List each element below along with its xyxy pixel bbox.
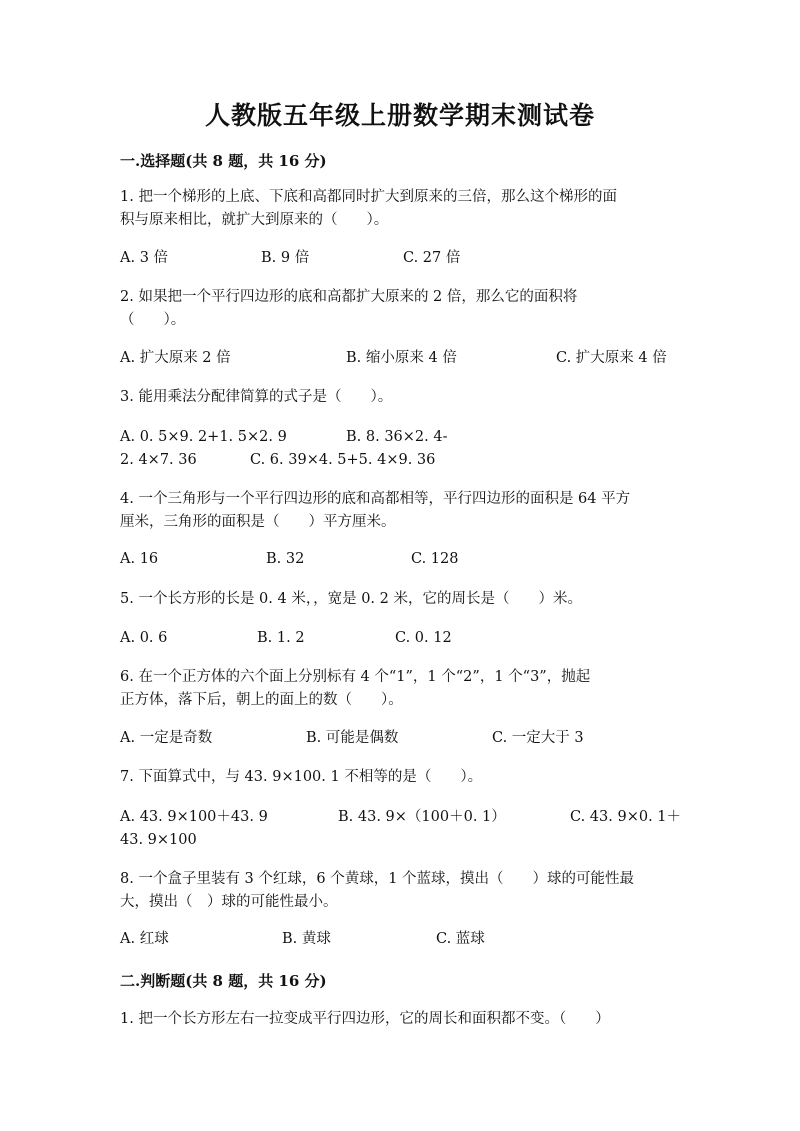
option-c: C. 128 (411, 551, 459, 567)
question-text-line: 1. 把一个梯形的上底、下底和高都同时扩大到原来的三倍，那么这个梯形的面 (120, 189, 617, 205)
question-7-options (120, 806, 680, 829)
option-c-continued: 43. 9×100 (120, 832, 197, 848)
option-c: C. 43. 9×0. 1＋ (570, 809, 682, 825)
option-b: B. 可能是偶数 (306, 730, 399, 746)
question-6 (120, 666, 680, 712)
option-c: C. 27 倍 (403, 250, 461, 266)
option-b: B. 32 (266, 551, 305, 567)
question-text-line: 8. 一个盒子里装有 3 个红球，6 个黄球，1 个蓝球，摸出（ ）球的可能性最 (120, 871, 635, 887)
option-a: A. 一定是奇数 (120, 730, 213, 746)
question-2 (120, 286, 680, 332)
question-text-line: 6. 在一个正方体的六个面上分别标有 4 个“1”，1 个“2”，1 个“3”，抛起 (120, 669, 591, 685)
option-a: A. 3 倍 (120, 250, 169, 266)
question-text-line: 大，摸出（ ）球的可能性最小。 (120, 894, 338, 910)
option-b-continued: 2. 4×7. 36 (120, 452, 197, 468)
question-text-line: 3. 能用乘法分配律简算的式子是（ ）。 (120, 389, 393, 405)
option-a: A. 43. 9×100＋43. 9 (120, 809, 268, 825)
option-a: A. 16 (120, 551, 159, 567)
question-5-options (120, 627, 680, 650)
option-b: B. 43. 9×（100＋0. 1） (338, 809, 506, 825)
page-title: 人教版五年级上册数学期末测试卷 (204, 101, 595, 130)
question-2-options (120, 347, 680, 370)
option-a: A. 0. 6 (120, 630, 168, 646)
section-heading-judgement: 二.判断题(共 8 题，共 16 分) (120, 972, 327, 990)
question-text-line: 1. 把一个长方形左右一拉变成平行四边形，它的周长和面积都不变。（ ） (120, 1011, 610, 1027)
question-1 (120, 186, 680, 232)
option-c: C. 一定大于 3 (492, 730, 584, 746)
question-text-line: 5. 一个长方形的长是 0. 4 米，，宽是 0. 2 米，它的周长是（ ）米。 (120, 591, 582, 607)
question-8 (120, 868, 680, 914)
question-text-line: 4. 一个三角形与一个平行四边形的底和高都相等，平行四边形的面积是 64 平方 (120, 491, 631, 507)
option-a: A. 红球 (120, 931, 169, 947)
question-text-line: （ ）。 (120, 312, 186, 328)
option-b: B. 9 倍 (261, 250, 310, 266)
section-heading-choice: 一.选择题(共 8 题，共 16 分) (120, 152, 327, 170)
question-3-options-row1 (120, 426, 680, 449)
question-3 (120, 386, 680, 409)
option-a: A. 0. 5×9. 2+1. 5×2. 9 (120, 429, 287, 445)
question-text-line: 7. 下面算式中，与 43. 9×100. 1 不相等的是（ ）。 (120, 769, 483, 785)
question-8-options (120, 928, 680, 951)
question-text-line: 厘米，三角形的面积是（ ）平方厘米。 (120, 514, 396, 530)
option-c: C. 扩大原来 4 倍 (556, 350, 667, 366)
question-text-line: 2. 如果把一个平行四边形的底和高都扩大原来的 2 倍，那么它的面积将 (120, 289, 578, 305)
judgement-1 (120, 1008, 680, 1031)
option-b: B. 黄球 (282, 931, 331, 947)
question-text-line: 积与原来相比，就扩大到原来的（ ）。 (120, 212, 389, 228)
question-4 (120, 488, 680, 534)
option-c: C. 蓝球 (436, 931, 485, 947)
question-text-line: 正方体，落下后，朝上的面上的数（ ）。 (120, 692, 403, 708)
question-3-options-row2 (120, 449, 680, 472)
option-c: C. 6. 39×4. 5+5. 4×9. 36 (250, 452, 436, 468)
question-7 (120, 766, 680, 789)
option-a: A. 扩大原来 2 倍 (120, 350, 231, 366)
question-4-options (120, 548, 680, 571)
question-6-options (120, 727, 680, 750)
option-c: C. 0. 12 (395, 630, 452, 646)
option-b: B. 1. 2 (257, 630, 305, 646)
option-b: B. 缩小原来 4 倍 (346, 350, 457, 366)
option-b: B. 8. 36×2. 4- (346, 429, 448, 445)
question-5 (120, 588, 680, 611)
question-1-options (120, 247, 680, 270)
